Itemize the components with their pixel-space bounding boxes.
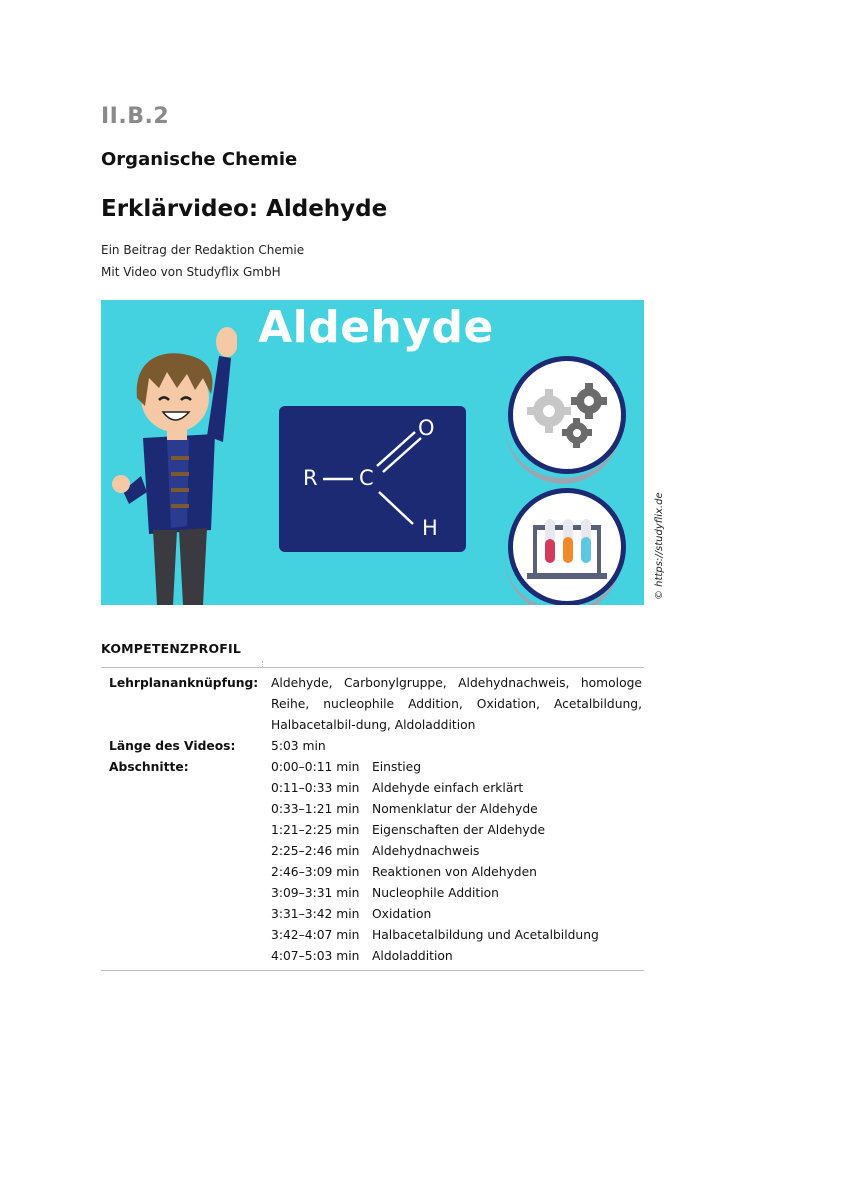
list-item (271, 862, 642, 883)
formula-atom-c: C (359, 466, 374, 490)
section-time: 3:42–4:07 min (271, 928, 360, 942)
table-row-lehrplan (101, 673, 644, 736)
gears-icon (508, 356, 626, 474)
image-copyright: © https://studyflix.de (654, 492, 665, 600)
list-item (271, 757, 642, 778)
section-title: Reaktionen von Aldehyden (372, 865, 537, 879)
row-label: Lehrplananknüpfung: (109, 676, 259, 690)
row-value: Aldehyde, Carbonylgruppe, Aldehydnachweis, homologe Reihe, nucleophile Addition, Oxidation, Acetalbildung, Halbacetalbil-dung, Aldoladdition (271, 676, 642, 732)
list-item (271, 820, 642, 841)
section-time: 1:21–2:25 min (271, 823, 360, 837)
list-item (271, 925, 642, 946)
cartoon-student-illustration (107, 316, 237, 605)
section-time: 2:25–2:46 min (271, 844, 360, 858)
row-value: 5:03 min (271, 739, 326, 753)
section-time: 0:11–0:33 min (271, 781, 360, 795)
kompetenzprofil-heading: KOMPETENZPROFIL (101, 641, 242, 656)
abschnitte-list (271, 757, 644, 967)
formula-atom-h: H (422, 516, 438, 540)
section-time: 4:07–5:03 min (271, 949, 360, 963)
thumbnail-title: Aldehyde (258, 302, 494, 353)
row-label: Abschnitte: (109, 760, 189, 774)
list-item (271, 841, 642, 862)
byline-editorial: Ein Beitrag der Redaktion Chemie (101, 243, 305, 257)
row-label: Länge des Videos: (109, 739, 236, 753)
section-title: Halbacetalbildung und Acetalbildung (372, 928, 599, 942)
byline-video: Mit Video von Studyflix GmbH (101, 265, 281, 279)
kompetenzprofil-table (101, 667, 644, 971)
section-title: Oxidation (372, 907, 432, 921)
formula-atom-o: O (418, 416, 435, 440)
section-title: Aldehyde einfach erklärt (372, 781, 524, 795)
aldehyde-structural-formula (279, 406, 466, 552)
page-title: Erklärvideo: Aldehyde (101, 196, 388, 222)
formula-atom-r: R (303, 466, 318, 490)
section-time: 3:09–3:31 min (271, 886, 360, 900)
table-row-laenge (101, 736, 644, 757)
section-title: Einstieg (372, 760, 421, 774)
list-item (271, 883, 642, 904)
video-thumbnail[interactable] (101, 300, 644, 605)
section-title: Aldoladdition (372, 949, 453, 963)
section-title: Nomenklatur der Aldehyde (372, 802, 538, 816)
list-item (271, 904, 642, 925)
list-item (271, 799, 642, 820)
list-item (271, 946, 642, 967)
test-tubes-icon (508, 488, 626, 605)
section-code: II.B.2 (101, 104, 170, 129)
section-time: 0:33–1:21 min (271, 802, 360, 816)
section-title: Eigenschaften der Aldehyde (372, 823, 546, 837)
table-row-abschnitte (101, 757, 644, 967)
section-time: 0:00–0:11 min (271, 760, 360, 774)
section-title: Aldehydnachweis (372, 844, 480, 858)
section-time: 3:31–3:42 min (271, 907, 360, 921)
topic-heading: Organische Chemie (101, 149, 298, 170)
section-time: 2:46–3:09 min (271, 865, 360, 879)
section-title: Nucleophile Addition (372, 886, 499, 900)
list-item (271, 778, 642, 799)
